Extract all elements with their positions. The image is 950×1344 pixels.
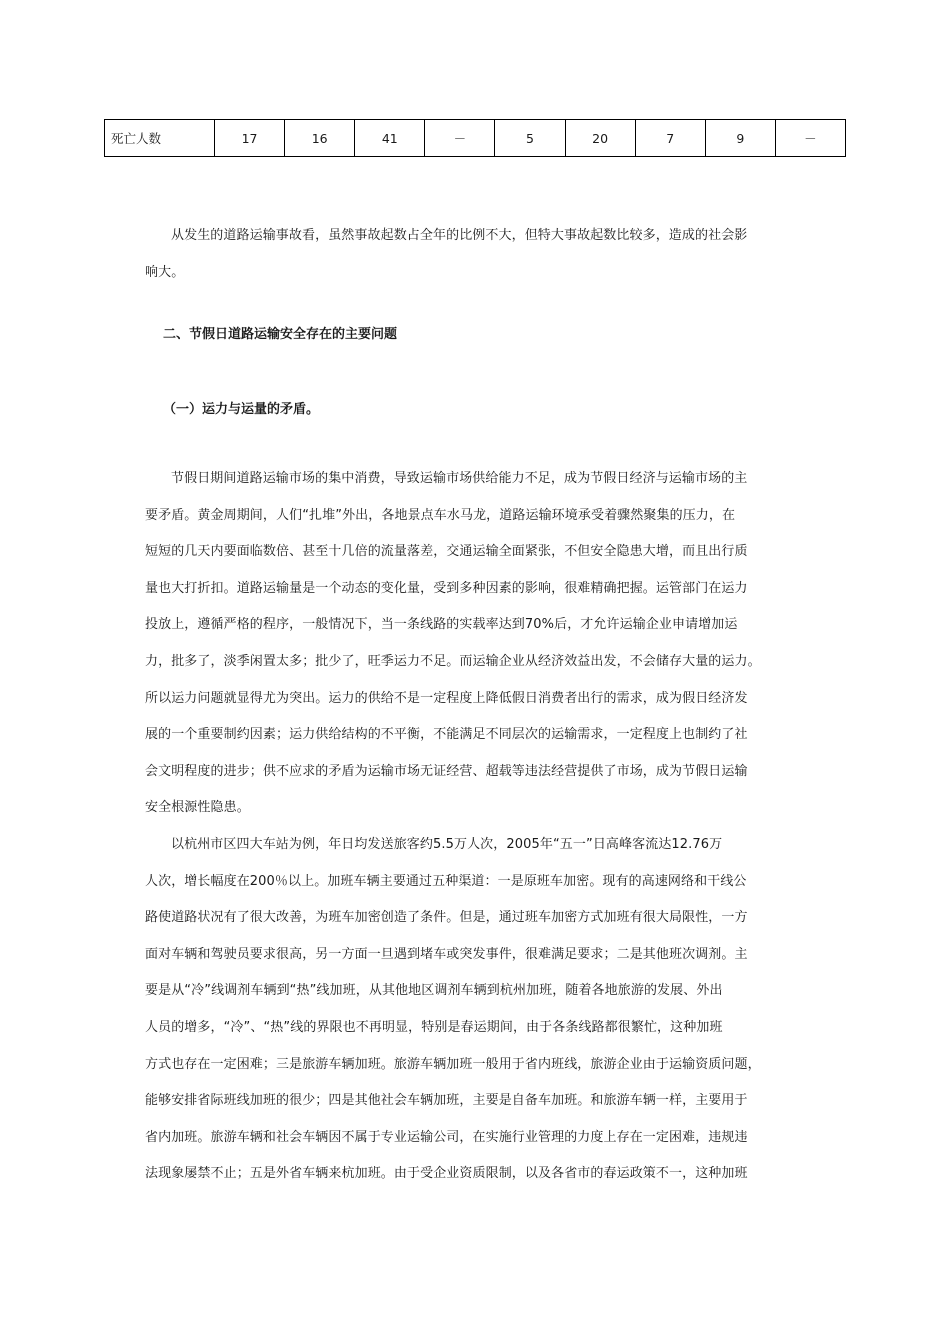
text-line: 响大。 bbox=[145, 264, 185, 280]
table-cell: － bbox=[425, 120, 495, 157]
text-line: 方式也存在一定困难；三是旅游车辆加班。旅游车辆加班一般用于省内班线，旅游企业由于运输资质问题， bbox=[145, 1056, 761, 1072]
text-line: 从发生的道路运输事故看，虽然事故起数占全年的比例不大，但特大事故起数比较多，造成的社会影 bbox=[171, 228, 748, 243]
text-line: 节假日期间道路运输市场的集中消费，导致运输市场供给能力不足，成为节假日经济与运输市场的主 bbox=[171, 471, 748, 486]
text-line: 量也大打折扣。道路运输量是一个动态的变化量，受到多种因素的影响，很难精确把握。运管部门在运力 bbox=[145, 580, 748, 596]
row-label: 死亡人数 bbox=[105, 120, 215, 157]
subsection-heading: （一）运力与运量的矛盾。 bbox=[163, 402, 320, 417]
table-cell: 5 bbox=[495, 120, 565, 157]
text-line: 安全根源性隐患。 bbox=[145, 800, 250, 816]
text-line: 力，批多了，淡季闲置太多；批少了，旺季运力不足。而运输企业从经济效益出发，不会储存大量的运力。 bbox=[145, 653, 761, 669]
table-row bbox=[105, 120, 846, 157]
text-line: 法现象屡禁不止；五是外省车辆来杭加班。由于受企业资质限制，以及各省市的春运政策不一，这种加班 bbox=[145, 1166, 748, 1182]
text-line: 要是从“冷”线调剂车辆到“热”线加班，从其他地区调剂车辆到杭州加班，随着各地旅游的发展、外出 bbox=[145, 983, 723, 999]
table-cell: 41 bbox=[355, 120, 425, 157]
paragraph-capacity-conflict bbox=[145, 461, 815, 827]
paragraph-hangzhou-example bbox=[145, 827, 815, 1193]
text-line: 投放上，遵循严格的程序，一般情况下，当一条线路的实载率达到70%后，才允许运输企业申请增加运 bbox=[145, 617, 738, 633]
table-cell: 17 bbox=[215, 120, 285, 157]
text-line: 会文明程度的进步；供不应求的矛盾为运输市场无证经营、超载等违法经营提供了市场，成为节假日运输 bbox=[145, 763, 748, 779]
text-line: 省内加班。旅游车辆和社会车辆因不属于专业运输公司，在实施行业管理的力度上存在一定困难，违规违 bbox=[145, 1129, 748, 1145]
text-line: 所以运力问题就显得尤为突出。运力的供给不是一定程度上降低假日消费者出行的需求，成为假日经济发 bbox=[145, 690, 748, 706]
text-line: 短短的几天内要面临数倍、甚至十几倍的流量落差，交通运输全面紧张，不但安全隐患大增，而且出行质 bbox=[145, 544, 748, 560]
text-line: 能够安排省际班线加班的很少；四是其他社会车辆加班，主要是自备车加班。和旅游车辆一样，主要用于 bbox=[145, 1093, 748, 1109]
text-line: 路使道路状况有了很大改善，为班车加密创造了条件。但是，通过班车加密方式加班有很大局限性，一方 bbox=[145, 910, 748, 926]
section-heading: 二、节假日道路运输安全存在的主要问题 bbox=[163, 327, 398, 342]
table-cell: 7 bbox=[635, 120, 705, 157]
text-line: 以杭州市区四大车站为例，年日均发送旅客约5.5万人次，2005年“五一”日高峰客流达12.76万 bbox=[171, 837, 723, 852]
paragraph-accident-summary bbox=[145, 218, 815, 291]
text-line: 人次，增长幅度在200％以上。加班车辆主要通过五种渠道：一是原班车加密。现有的高速网络和干线公 bbox=[145, 873, 747, 889]
table-cell: 16 bbox=[285, 120, 355, 157]
text-line: 人员的增多，“冷”、“热”线的界限也不再明显，特别是春运期间，由于各条线路都很繁忙，这种加班 bbox=[145, 1019, 723, 1035]
text-line: 展的一个重要制约因素；运力供给结构的不平衡，不能满足不同层次的运输需求，一定程度上也制约了社 bbox=[145, 727, 748, 743]
text-line: 面对车辆和驾驶员要求很高，另一方面一旦遇到堵车或突发事件，很难满足要求；二是其他班次调剂。主 bbox=[145, 946, 748, 962]
text-line: 要矛盾。黄金周期间，人们“扎堆”外出，各地景点车水马龙，道路运输环境承受着骤然聚集的压力，在 bbox=[145, 507, 736, 523]
table-cell: 9 bbox=[705, 120, 775, 157]
deaths-table bbox=[104, 119, 846, 157]
table-cell: 20 bbox=[565, 120, 635, 157]
table-cell: － bbox=[775, 120, 845, 157]
